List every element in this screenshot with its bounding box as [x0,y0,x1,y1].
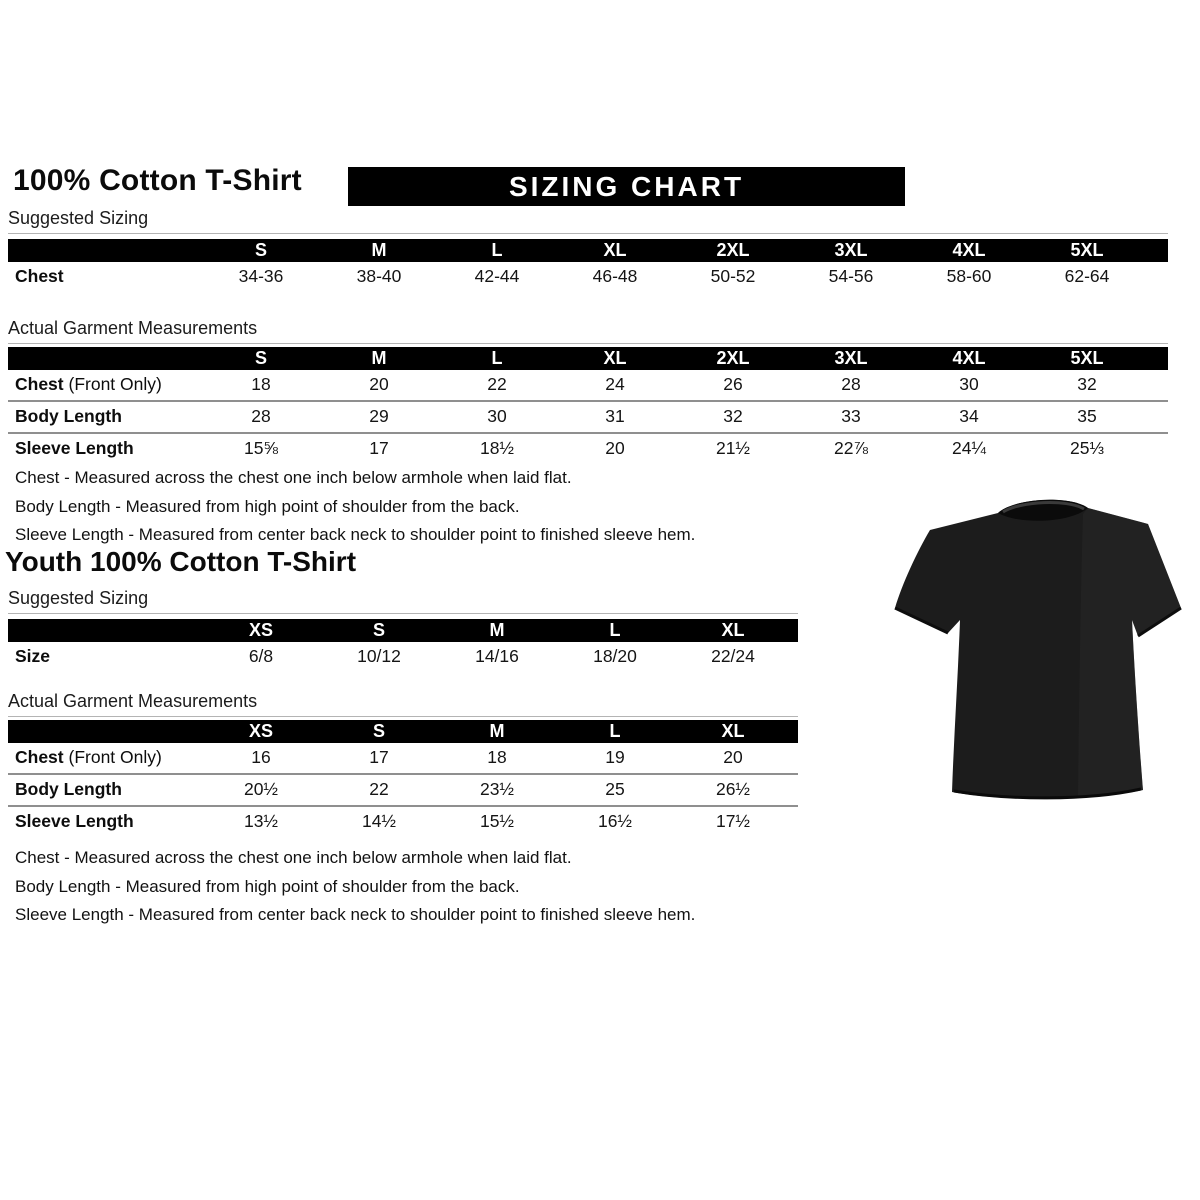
measurement-cell: 29 [320,401,438,433]
filler-cell [1146,433,1168,464]
size-column-header: 4XL [910,239,1028,262]
row-label-suffix: (Front Only) [63,374,162,394]
size-column-header: L [438,347,556,370]
size-column-header: S [320,720,438,743]
table-row [8,401,1168,433]
divider-rule [8,343,1168,344]
row-label-text: Sleeve Length [15,811,134,831]
table-row [8,774,798,806]
filler-cell [1146,347,1168,370]
size-column-header: 5XL [1028,347,1146,370]
measurement-cell: 20½ [202,774,320,806]
measurement-cell: 18 [487,747,507,767]
measurement-cell: 18/20 [593,646,637,666]
filler-cell [792,642,798,672]
measurement-cell: 15½ [438,806,556,837]
measurement-cell: 32 [1077,374,1097,394]
row-label [8,370,202,401]
measurement-cell: 13½ [202,806,320,837]
size-column-header: XS [202,720,320,743]
filler-cell [1146,370,1168,401]
table-row [8,743,798,774]
page-title: 100% Cotton T-Shirt [13,164,302,197]
row-label [8,262,202,292]
tshirt-image [872,462,1198,818]
measurement-cell: 26 [723,374,743,394]
measurement-cell: 24¼ [910,433,1028,464]
size-column-header: L [438,239,556,262]
size-column-header: S [202,347,320,370]
measurement-cell: 18 [251,374,271,394]
row-label-text: Chest [15,747,64,767]
measurement-cell: 28 [841,374,861,394]
corner-cell [8,619,202,642]
measurement-note: Chest - Measured across the chest one inch below armhole when laid flat. [15,848,572,867]
size-header-row [8,619,798,642]
table-row [8,433,1168,464]
section-label: Actual Garment Measurements [8,318,258,338]
measurement-cell: 22 [487,374,507,394]
measurement-cell: 23½ [438,774,556,806]
measurement-cell: 34-36 [238,266,284,286]
row-label-suffix: (Front Only) [63,747,162,767]
divider-rule [8,613,798,614]
measurement-cell: 19 [605,747,625,767]
measurement-cell: 16½ [556,806,674,837]
section-label: Suggested Sizing [8,208,149,228]
measurement-cell: 21½ [674,433,792,464]
measurement-cell: 17½ [674,806,792,837]
size-header-row [8,239,1168,262]
table-row [8,370,1168,401]
filler-cell [1146,262,1168,292]
filler-cell [792,806,798,837]
corner-cell [8,239,202,262]
measurement-cell: 42-44 [474,266,520,286]
measurement-cell: 25⅓ [1028,433,1146,464]
measurement-cell: 14½ [320,806,438,837]
section-label: Actual Garment Measurements [8,691,258,711]
adult-actual-table [8,347,1168,464]
measurement-cell: 16 [251,747,271,767]
measurement-cell: 17 [320,433,438,464]
measurement-cell: 18½ [438,433,556,464]
size-column-header: XL [556,347,674,370]
table-row [8,642,798,672]
measurement-cell: 22⅞ [792,433,910,464]
corner-cell [8,720,202,743]
filler-cell [792,774,798,806]
measurement-cell: 20 [723,747,743,767]
sizing-chart-banner: SIZING CHART [348,167,905,206]
row-label-text: Size [15,646,51,666]
row-label-text: Body Length [15,406,122,426]
measurement-cell: 31 [556,401,674,433]
youth-actual-table [8,720,798,837]
measurement-note: Sleeve Length - Measured from center back neck to shoulder point to finished sleeve hem. [15,525,696,544]
measurement-cell: 25 [556,774,674,806]
measurement-cell: 17 [369,747,389,767]
size-column-header: 5XL [1028,239,1146,262]
measurement-cell: 34 [910,401,1028,433]
section-label: Suggested Sizing [8,588,149,608]
measurement-cell: 20 [556,433,674,464]
row-label [8,774,202,806]
product-photo [872,462,1198,818]
size-column-header: XL [556,239,674,262]
youth-suggested-table [8,619,798,672]
measurement-cell: 33 [792,401,910,433]
row-label [8,806,202,837]
divider-rule [8,716,798,717]
measurement-cell: 22 [320,774,438,806]
measurement-cell: 10/12 [357,646,401,666]
corner-cell [8,347,202,370]
filler-cell [792,720,798,743]
measurement-cell: 35 [1028,401,1146,433]
row-label-text: Body Length [15,779,122,799]
row-label [8,433,202,464]
table-row [8,262,1168,292]
row-label-text: Chest [15,374,64,394]
youth-actual-measurements-section [8,691,798,837]
size-column-header: XS [202,619,320,642]
adult-suggested-sizing-section [8,208,1168,292]
filler-cell [1146,401,1168,433]
size-column-header: L [556,720,674,743]
measurement-cell: 28 [202,401,320,433]
filler-cell [792,743,798,774]
youth-suggested-sizing-section [8,588,798,672]
measurement-cell: 30 [959,374,979,394]
row-label [8,743,202,774]
measurement-note: Body Length - Measured from high point of shoulder from the back. [15,496,520,516]
size-column-header: 3XL [792,239,910,262]
measurement-cell: 15⅝ [202,433,320,464]
size-column-header: L [556,619,674,642]
adult-measurement-notes [15,464,695,550]
size-column-header: XL [674,720,792,743]
measurement-cell: 22/24 [711,646,755,666]
adult-actual-measurements-section [8,318,1168,464]
adult-suggested-table [8,239,1168,292]
measurement-cell: 54-56 [828,266,874,286]
tshirt-shading [1078,508,1181,798]
measurement-cell: 30 [438,401,556,433]
measurement-note: Sleeve Length - Measured from center back neck to shoulder point to finished sleeve hem. [15,905,696,924]
size-column-header: 4XL [910,347,1028,370]
row-label [8,642,202,672]
size-column-header: M [320,239,438,262]
measurement-cell: 50-52 [710,266,756,286]
measurement-cell: 46-48 [592,266,638,286]
measurement-cell: 26½ [674,774,792,806]
size-column-header: XL [674,619,792,642]
divider-rule [8,233,1168,234]
measurement-cell: 62-64 [1064,266,1110,286]
measurement-cell: 58-60 [946,266,992,286]
size-header-row [8,720,798,743]
size-column-header: M [438,720,556,743]
size-column-header: S [202,239,320,262]
size-column-header: M [438,619,556,642]
size-column-header: S [320,619,438,642]
measurement-note: Body Length - Measured from high point of shoulder from the back. [15,876,520,896]
measurement-cell: 6/8 [248,646,274,666]
measurement-cell: 24 [605,374,625,394]
size-header-row [8,347,1168,370]
measurement-cell: 20 [369,374,389,394]
measurement-note: Chest - Measured across the chest one inch below armhole when laid flat. [15,468,572,487]
row-label [8,401,202,433]
size-column-header: 2XL [674,239,792,262]
youth-title: Youth 100% Cotton T-Shirt [5,546,357,577]
youth-measurement-notes [15,844,695,930]
row-label-text: Sleeve Length [15,438,134,458]
measurement-cell: 38-40 [356,266,402,286]
size-column-header: 3XL [792,347,910,370]
row-label-text: Chest [15,266,64,286]
filler-cell [792,619,798,642]
measurement-cell: 32 [674,401,792,433]
size-column-header: M [320,347,438,370]
measurement-cell: 14/16 [475,646,519,666]
filler-cell [1146,239,1168,262]
size-column-header: 2XL [674,347,792,370]
table-row [8,806,798,837]
